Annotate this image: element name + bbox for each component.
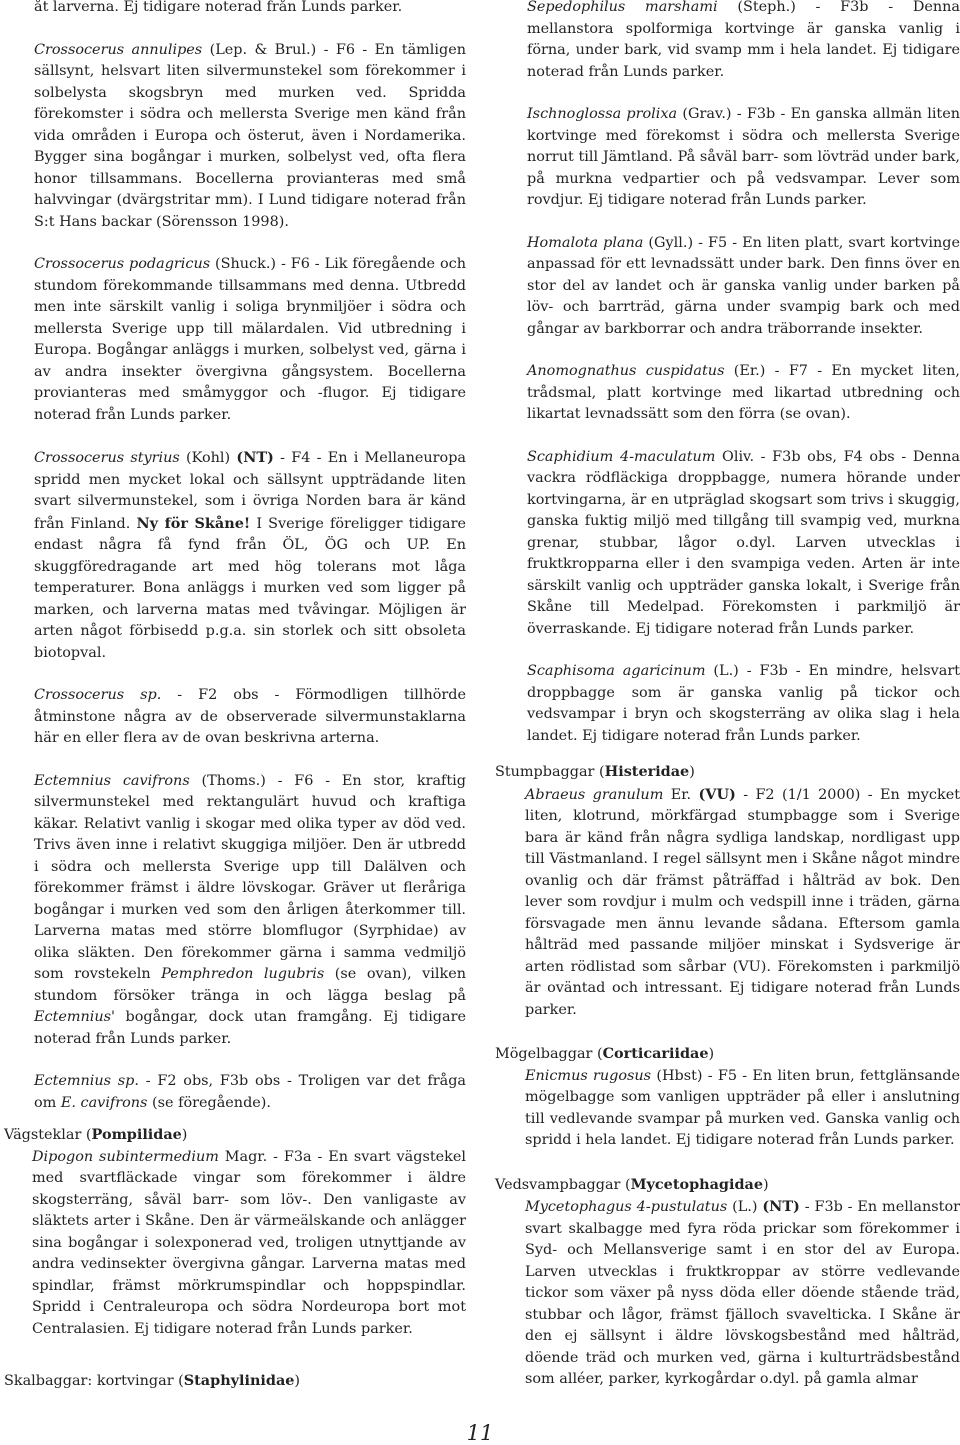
family-name: Mycetophagidae [630, 1175, 764, 1193]
species-name: Ectemnius sp. [34, 1073, 139, 1089]
species-text: - F2 obs, F3b obs - Troligen var det fråga om [34, 1073, 467, 1111]
right-column [493, 0, 960, 1413]
family-heading [4, 1370, 466, 1393]
species-text: (L.) - F3b - En mindre, helsvart droppbagge som är ganska vanlig på tickor och vedsvampar i bryn och skogsterräng av olika slag i hela landet. Ej tidigare noterad från Lunds parker. [527, 663, 960, 744]
species-text: (Hbst) - F5 - En liten brun, fettglänsande mögelbagge som vanligen uppträder på eller i anslutning till vedlevande svampar på murken ved. Ganska vanlig och spridd i hela landet. Ej tidigare noterad från Lunds parker. [525, 1067, 960, 1148]
species-name: Crossocerus styrius [34, 450, 180, 466]
species-entry [34, 40, 466, 234]
species-text: (se ovan), vilken stundom försöker tränga in och lägga beslag på [34, 966, 466, 1004]
species-entry [527, 447, 960, 641]
species-entry [34, 447, 466, 664]
family-name: Staphylinidae [183, 1372, 295, 1389]
species-entry [527, 233, 960, 341]
heading-text: ) [294, 1373, 301, 1389]
species-text: (L.) [727, 1199, 763, 1215]
family-group [493, 1043, 960, 1152]
species-name: Crossocerus sp. [34, 687, 162, 703]
species-text: (Er.) - F7 - En mycket liten, trådsmal, platt kortvinge med likartad utbredning och likartat levnadssätt som den förra (se ovan). [527, 363, 960, 422]
heading-text: Skalbaggar: kortvingar ( [4, 1373, 184, 1389]
heading-text: Stumpbaggar ( [495, 764, 605, 780]
species-name: Abraeus granulum [525, 786, 664, 803]
species-name: Sepedophilus marshami [527, 0, 718, 15]
intro-continuation [34, 0, 466, 19]
heading-text: Vägsteklar ( [4, 1127, 92, 1143]
species-entry [525, 784, 960, 1022]
left-column [0, 0, 466, 1393]
species-text: - F2 obs - Förmodligen tillhörde åtminstone några av de observerade silvermunstaklarna här en eller flera av de ovan beskrivna arterna. [34, 687, 467, 746]
species-entry [527, 104, 960, 212]
species-name: Homalota plana [527, 234, 644, 251]
family-group [0, 1370, 466, 1393]
species-text: (Thoms.) - F6 - En stor, kraftig silvermunstekel med rektangulärt huvud och kraftiga käkar. Relativt vanlig i skogar med olika typer av död ved. Trivs även inne i relativt skuggiga miljöer. Den är utbredd i södra och mellersta Sverige upp till Dalälven och förekommer främst i äldre lövskogar. Gräver ut fleråriga bogångar i murken ved som den årligen återkommer till. Larverna matas med större blomflugor (Syrphidae) av olika släkten. Den förekommer gärna i samma vedmiljö som rovstekeln [34, 772, 466, 982]
species-text: Er. [663, 786, 699, 803]
species-name: Mycetophagus 4-pustulatus [525, 1199, 728, 1215]
species-entry [527, 361, 960, 426]
redlist-status: (NT) [236, 449, 274, 466]
species-text: Magr. - F3a - En svart vägstekel med svartfläckade vingar som förekommer i äldre skogsterräng, såväl barr- som löv-. Den vanligaste av släktets arter i Skåne. Den är värmeälskande och anlägger sina bogångar i solexponerad ved, troligen utnyttjande av andra vedinsekter övergivna gångar. Larverna matas med spindlar, främst mörkrumspindlar och hoppspindlar. Spridd i Centraleuropa och södra Nordeuropa bort mot Centralasien. Ej tidigare noterad från Lunds parker. [32, 1148, 466, 1337]
species-entry [34, 771, 466, 1051]
family-heading [495, 761, 960, 784]
species-name: E. cavifrons [60, 1094, 148, 1111]
species-entry [34, 254, 466, 426]
species-name: Crossocerus annulipes [34, 41, 203, 58]
species-entry [525, 1196, 960, 1391]
text: åt larverna. Ej tidigare noterad från Lunds parker. [34, 0, 403, 15]
species-text: (se föregående). [147, 1094, 271, 1111]
heading-text: ) [181, 1127, 188, 1143]
family-heading [4, 1124, 466, 1147]
species-name: Ectemnius [34, 1009, 112, 1025]
family-group [493, 761, 960, 1021]
species-entry [525, 1066, 960, 1152]
species-text: (Grav.) - F3b - En ganska allmän liten kortvinge med förekomst i södra och mellersta Sverige norrut till Jämtland. På såväl barr- som lövträd under bark, på murkna vedpartier och på vedsvampar. Lever som rovdjur. Ej tidigare noterad från Lunds parker. [527, 106, 960, 208]
species-entry [527, 661, 960, 747]
species-text: (Kohl) [179, 450, 237, 466]
redlist-status: (VU) [698, 785, 736, 803]
heading-text: Vedsvampbaggar ( [495, 1176, 631, 1193]
species-name: Ectemnius cavifrons [34, 772, 190, 789]
species-entry [34, 685, 466, 750]
species-text: - F4 - En i Mellaneuropa spridd men mycket lokal och sällsynt uppträdande liten svart silvermunstekel, som i övriga Norden bara är känd från Finland. [34, 450, 466, 532]
family-heading [495, 1174, 960, 1197]
species-text: I Sverige föreligger tidigare endast några få fynd från ÖL, ÖG och UP. En skuggföredragande art med hög tolerans mot låga temperaturer. Bona anläggs i murken ved som ligger på marken, och larverna matas med tvåvingar. Möjligen är arten något förbisedd p.g.a. sin storlek och sitt obsoleta biotopval. [34, 515, 467, 661]
redlist-status: (NT) [762, 1198, 800, 1215]
species-entry [527, 0, 960, 83]
heading-text: ) [708, 1046, 715, 1062]
species-name: Crossocerus podagricus [34, 256, 211, 272]
family-name: Corticariidae [602, 1045, 709, 1062]
species-text: ' bogångar, dock utan framgång. Ej tidigare noterad från Lunds parker. [34, 1009, 466, 1047]
species-entry [34, 1071, 466, 1114]
family-name: Pompilidae [91, 1126, 182, 1143]
species-text: (Shuck.) - F6 - Lik föregående och stundom förekommande tillsammans med denna. Utbredd men inte särskilt vanlig i soliga brynmiljöer i södra och mellersta Sverige upp till mälardalen. Vid utbredning i Europa. Bogångar anläggs i murken, solbelyst ved, gärna i av andra insekter övergivna gångsystem. Bocellerna provianteras med småmyggor och -flugor. Ej tidigare noterad från Lunds parker. [34, 256, 466, 423]
species-name: Dipogon subintermedium [32, 1148, 219, 1165]
species-text: Oliv. - F3b obs, F4 obs - Denna vackra rödfläckiga droppbagge, numera hörande under kortvingarna, är en utpräglad skogsart som trivs i skuggig, ganska fuktig miljö med tillgång till svampig ved, murkna grenar, stubbar, lågor o.dyl. Larven utvecklas i fruktkropparna eller i den svampiga veden. Arten är inte särskilt vanlig och uppträder ganska lokalt, i Sverige från Skåne till Medelpad. Förekomsten i parkmiljö är överraskande. Ej tidigare noterad från Lunds parker. [527, 448, 960, 637]
family-group [493, 1174, 960, 1391]
family-group [0, 1124, 466, 1340]
page-number: 11 [466, 1421, 494, 1445]
species-name: Ischnoglossa prolixa [527, 106, 678, 122]
species-entry [32, 1147, 466, 1341]
heading-text: ) [689, 764, 695, 780]
species-name: Scaphisoma agaricinum [527, 663, 706, 679]
family-name: Histeridae [604, 763, 690, 780]
species-name: Anomognathus cuspidatus [527, 363, 725, 379]
species-text: - F3b - En mellanstor svart skalbagge med fyra röda prickar som förekommer i Syd- och Mellansverige samt i en stor del av Europa. Larven utvecklas i fruktkroppar av större vedlevande tickor som växer på nyss döda eller döende stående träd, stubbar och lågor, främst fjälloch svavelticka. I Skåne är den ej sällsynt i äldre lövskogsbestånd med hålträd, döende träd och murken ved, gärna i kulturträdsbestånd som alléer, parker, kyrkogårdar o.dyl. på gamla almar [525, 1199, 960, 1387]
family-heading [495, 1043, 960, 1066]
species-text: (Steph.) - F3b - Denna mellanstora spolformiga kortvinge är ganska vanlig i förna, under bark, vid svamp mm i hela landet. Ej tidigare noterad från Lunds parker. [527, 0, 960, 80]
heading-text: ) [763, 1176, 769, 1193]
species-name: Scaphidium 4-maculatum [527, 448, 716, 465]
species-name: Pemphredon lugubris [161, 966, 325, 982]
new-record-note: Ny för Skåne! [136, 514, 251, 532]
species-name: Enicmus rugosus [525, 1067, 652, 1084]
species-text: (Gyll.) - F5 - En liten platt, svart kortvinge anpassad för ett levnadssätt under bark. Den finns över en stor del av landet och är ganska vanlig under barken på löv- och barrträd, gärna under svampig bark och med gångar av barkborrar och andra träborrande insekter. [527, 234, 960, 337]
species-text: - F2 (1/1 2000) - En mycket liten, klotrund, mörkfärgad stumpbagge som i Sverige bara är känd från några sydliga landskap, nordligast upp till Västmanland. I regel sällsynt men i Skåne något mindre ovanlig och där främst påträffad i hålträd av bok. Den lever som rovdjur i mulm och vedspill inne i träden, gärna försvagade men ännu levande sådana. Eftersom gamla hålträd med passande miljöer minskat i Sydsverige är arten rödlistad som sårbar (VU). Förekomsten i parkmiljö är oväntad och intressant. Ej tidigare noterad från Lunds parker. [525, 786, 960, 1018]
heading-text: Mögelbaggar ( [495, 1046, 603, 1062]
species-text: (Lep. & Brul.) - F6 - En tämligen sällsynt, helsvart liten silvermunstekel som förekommer i solbelysta skogsbryn med murken ved. Spridda förekomster i södra och mellersta Sverige men känd från vida områden i Europa och österut, även i Nordamerika. Bygger sina bogångar i murken, solbelyst ved, ofta flera honor tillsammans. Bocellerna provianteras med små halvvingar (dvärgstritar mm). I Lund tidigare noterad från S:t Hans backar (Sörensson 1998). [34, 41, 466, 230]
